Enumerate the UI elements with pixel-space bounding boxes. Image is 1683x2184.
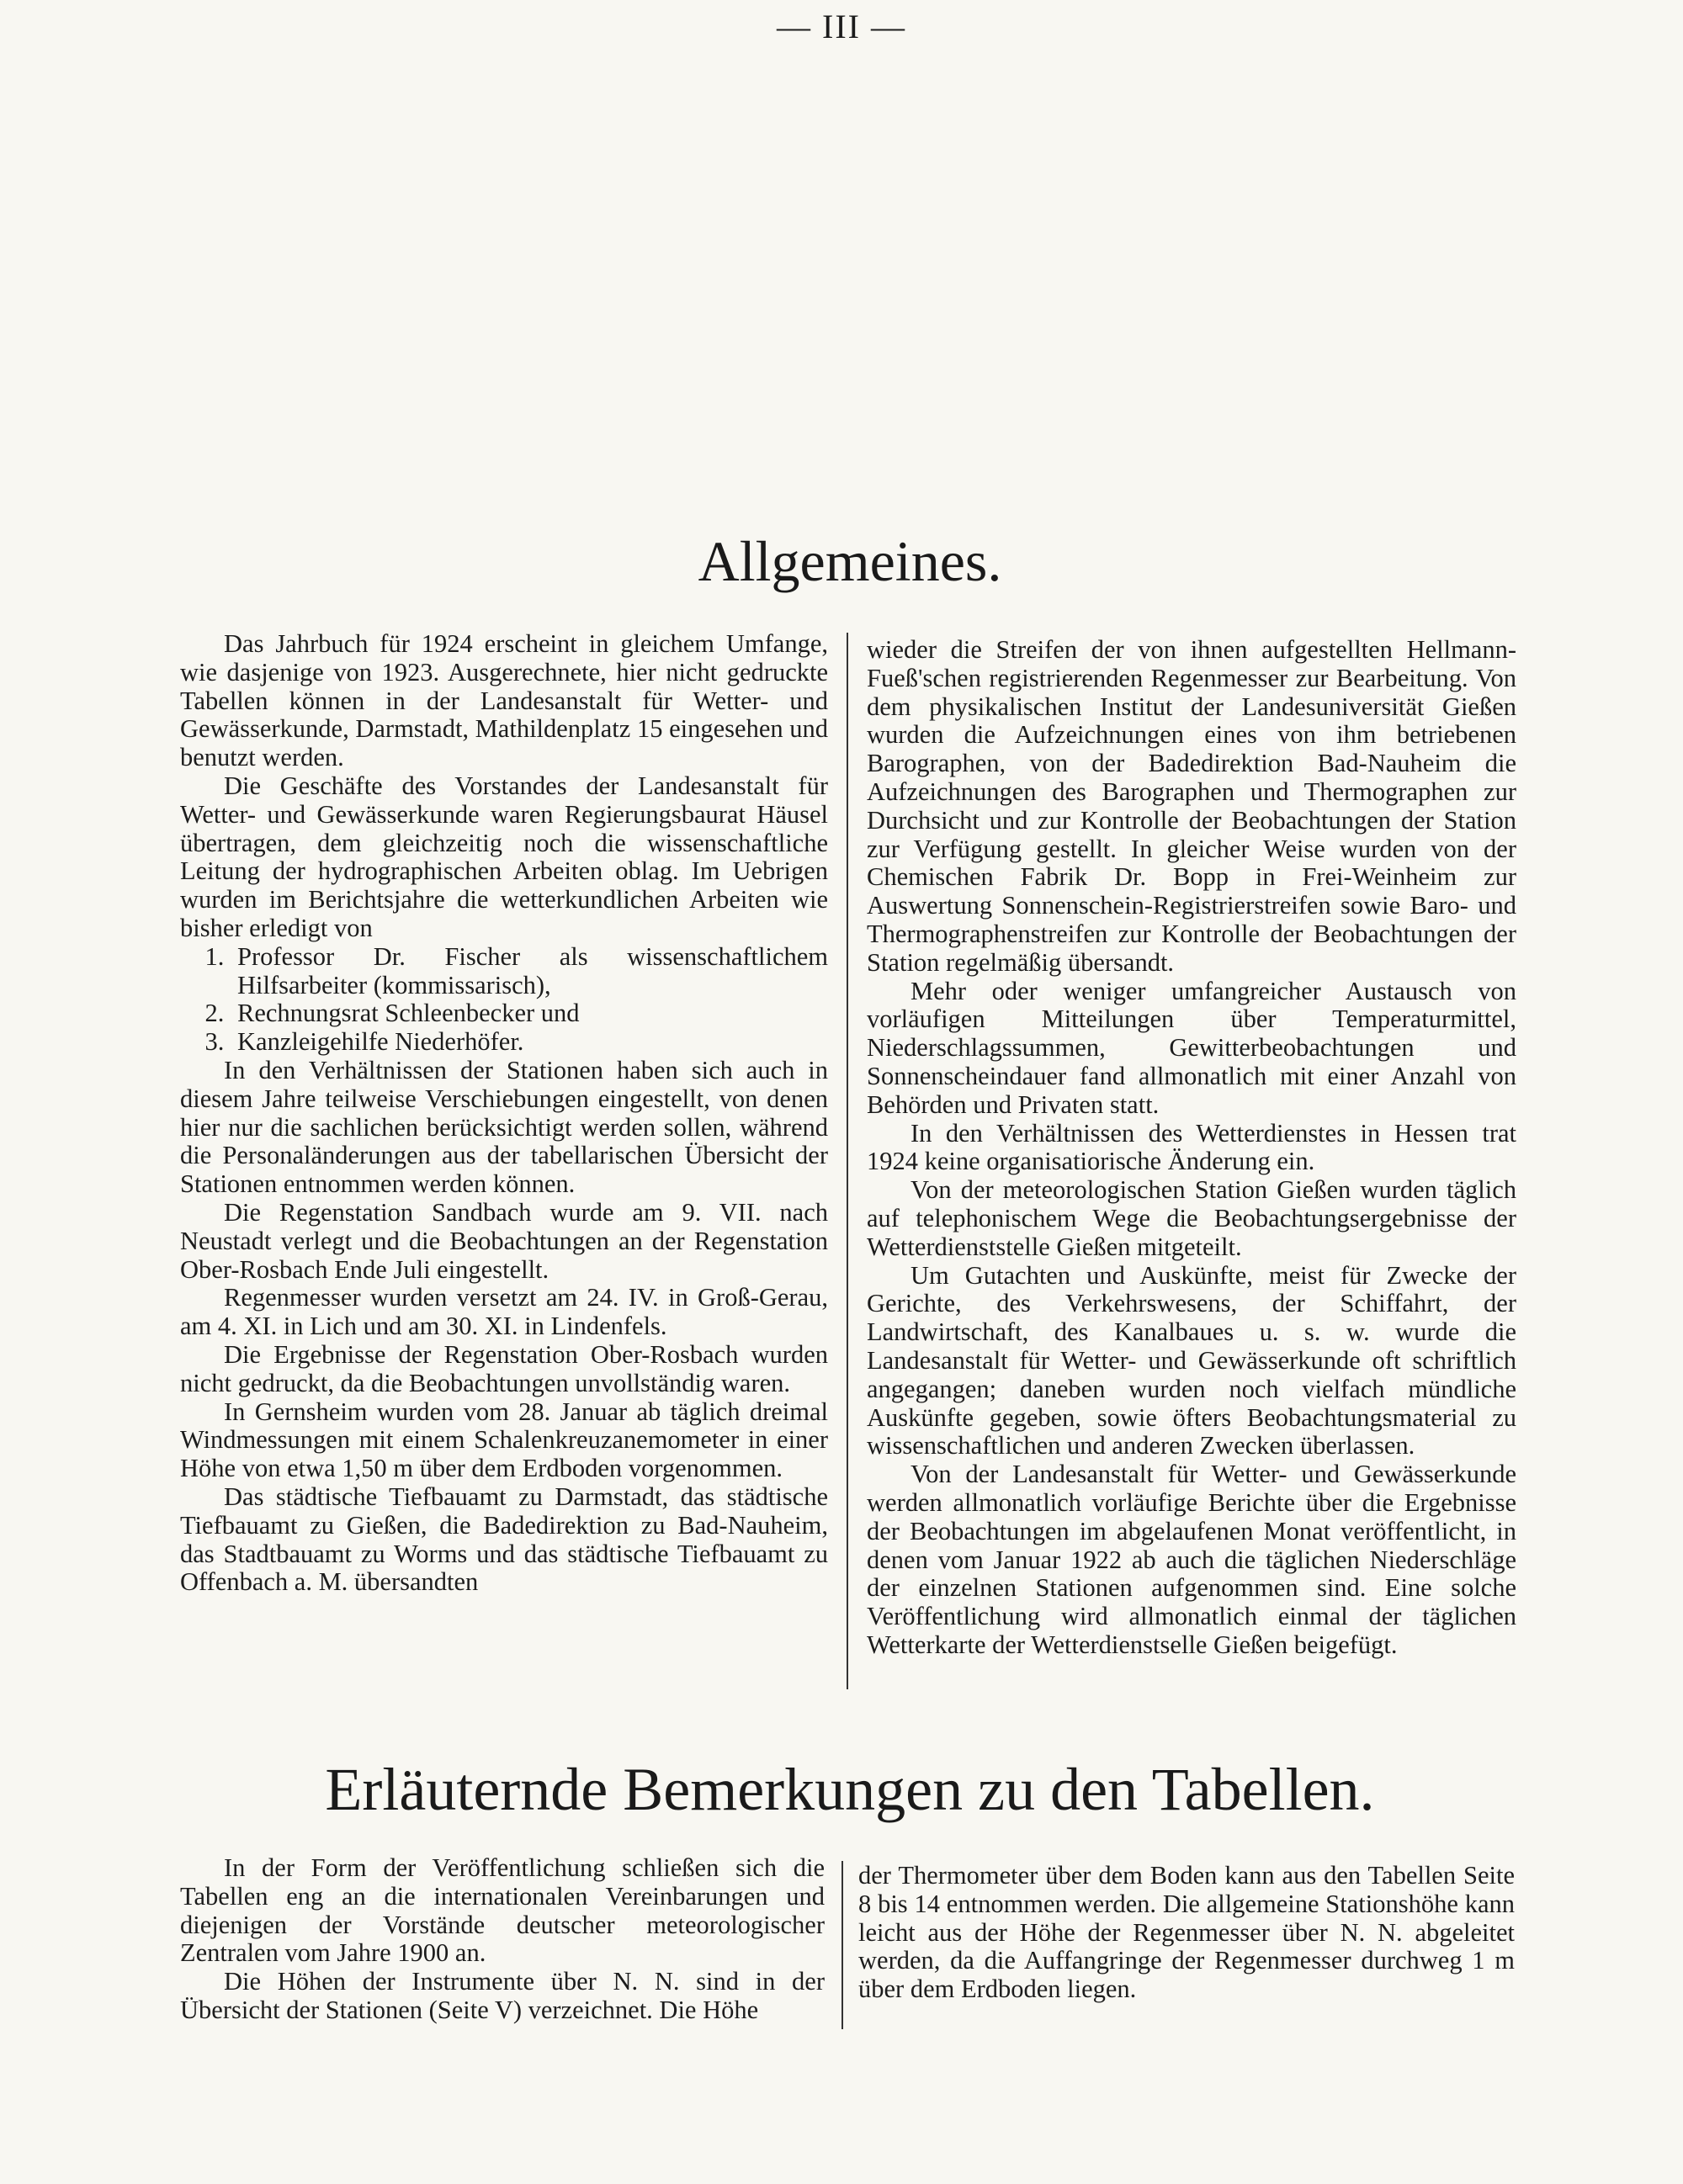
paragraph: Von der meteorologischen Station Gießen wurden täglich auf telephonischem Wege die Beobachtungsergebnisse der Wetterdienststelle Gießen mitgeteilt. — [867, 1175, 1516, 1261]
paragraph: Die Höhen der Instrumente über N. N. sind in der Übersicht der Stationen (Seite V) verzeichnet. Die Höhe — [180, 1967, 825, 2024]
section2-left-column — [180, 1854, 825, 2025]
paragraph: Das städtische Tiefbauamt zu Darmstadt, das städtische Tiefbauamt zu Gießen, die Badedirektion zu Bad-Nauheim, das Stadtbauamt zu Worms und das städtische Tiefbauamt zu Offenbach a. M. übersandten — [180, 1482, 828, 1597]
paragraph: der Thermometer über dem Boden kann aus den Tabellen Seite 8 bis 14 entnommen werden. Die allgemeine Stationshöhe kann leicht aus der Höhe der Regenmesser über N. N. abgeleitet werden, da die Auffangringe der Regenmesser durchweg 1 m über dem Erdboden liegen. — [858, 1861, 1515, 2004]
list-item: 2. Rechnungsrat Schleenbecker und — [231, 999, 828, 1028]
paragraph: Um Gutachten und Auskünfte, meist für Zwecke der Gerichte, des Verkehrswesens, der Schiffahrt, der Landwirtschaft, des Kanalbaues u. s. w. wurde die Landesanstalt für Wetter- und Gewässerkunde oft schriftlich angegangen; daneben wurden noch vielfach mündliche Auskünfte gegeben, sowie öfters Beobachtungsmaterial zu wissenschaftlichen und anderen Zwecken überlassen. — [867, 1260, 1516, 1460]
paragraph: Die Geschäfte des Vorstandes der Landesanstalt für Wetter- und Gewässerkunde waren Regierungsbaurat Häusel übertragen, dem gleichzeitig noch die wissenschaftliche Leitung der hydrographischen Arbeiten oblag. Im Uebrigen wurden im Berichtsjahre die wetterkundlichen Arbeiten wie bisher erledigt von — [180, 771, 828, 942]
section2-right-column — [858, 1862, 1515, 2004]
paragraph: In den Verhältnissen der Stationen haben sich auch in diesem Jahre teilweise Verschiebungen eingestellt, von denen hier nur die sachlichen berücksichtigt werden sollen, während die Personaländerungen aus der tabellarischen Übersicht der Stationen entnommen werden können. — [180, 1055, 828, 1199]
paragraph: wieder die Streifen der von ihnen aufgestellten Hellmann-Fueß'schen registrierenden Regenmesser zur Bearbeitung. Von dem physikalischen Institut der Landesuniversität Gießen wurden die Aufzeichnungen eines von ihm betriebenen Barographen, von der Badedirektion Bad-Nauheim die Aufzeichnungen des Barographen und Thermographen zur Durchsicht und zur Kontrolle der Beobachtungen der Station zur Verfügung gestellt. In gleicher Weise wurden von der Chemischen Fabrik Dr. Bopp in Frei-Weinheim zur Auswertung Sonnenschein-Registrierstreifen sowie Baro- und Thermographenstreifen zur Kontrolle der Beobachtungen der Station regelmäßig übersandt. — [867, 635, 1516, 977]
list-item: 1. Professor Dr. Fischer als wissenschaftlichem Hilfsarbeiter (kommissarisch), — [231, 943, 828, 1000]
section-title-erlaeuternde-bemerkungen: Erläuternde Bemerkungen zu den Tabellen. — [325, 1756, 1375, 1823]
paragraph: Mehr oder weniger umfangreicher Austausch von vorläufigen Mitteilungen über Temperaturmittel, Niederschlagssummen, Gewitterbeobachtungen und Sonnenscheindauer fand allmonatlich mit einer Anzahl von Behörden und Privaten statt. — [867, 976, 1516, 1119]
list-item: 3. Kanzleigehilfe Niederhöfer. — [231, 1028, 828, 1057]
column-divider — [842, 1861, 843, 2029]
paragraph: Die Ergebnisse der Regenstation Ober-Rosbach wurden nicht gedruckt, da die Beobachtungen unvollständig waren. — [180, 1339, 828, 1397]
paragraph: In den Verhältnissen des Wetterdienstes in Hessen trat 1924 keine organisatiorische Änderung ein. — [867, 1118, 1516, 1176]
section1-right-column — [867, 636, 1516, 1660]
section-title-allgemeines: Allgemeines. — [698, 529, 1002, 593]
paragraph: In der Form der Veröffentlichung schließen sich die Tabellen eng an die internationalen Vereinbarungen und diejenigen der Vorstände deutscher meteorologischer Zentralen vom Jahre 1900 an. — [180, 1853, 825, 1968]
paragraph: In Gernsheim wurden vom 28. Januar ab täglich dreimal Windmessungen mit einem Schalenkreuzanemometer in einer Höhe von etwa 1,50 m über dem Erdboden vorgenommen. — [180, 1397, 828, 1483]
section1-left-column — [180, 630, 828, 1597]
column-divider — [847, 633, 848, 1689]
paragraph: Von der Landesanstalt für Wetter- und Gewässerkunde werden allmonatlich vorläufige Berichte über die Ergebnisse der Beobachtungen im abgelaufenen Monat veröffentlicht, in denen vom Januar 1922 ab auch die täglichen Niederschläge der einzelnen Stationen aufgenommen sind. Eine solche Veröffentlichung wird allmonatlich einmal der täglichen Wetterkarte der Wetterdienstselle Gießen beigefügt. — [867, 1460, 1516, 1659]
paragraph: Regenmesser wurden versetzt am 24. IV. in Groß-Gerau, am 4. XI. in Lich und am 30. XI. in Lindenfels. — [180, 1283, 828, 1341]
paragraph: Das Jahrbuch für 1924 erscheint in gleichem Umfange, wie dasjenige von 1923. Ausgerechnete, hier nicht gedruckte Tabellen können in der Landesanstalt für Wetter- und Gewässerkunde, Darmstadt, Mathildenplatz 15 eingesehen und benutzt werden. — [180, 629, 828, 772]
staff-list — [180, 943, 828, 1057]
paragraph: Die Regenstation Sandbach wurde am 9. VII. nach Neustadt verlegt und die Beobachtungen an der Regenstation Ober-Rosbach Ende Juli eingestellt. — [180, 1197, 828, 1284]
page-number: — III — — [777, 8, 906, 45]
